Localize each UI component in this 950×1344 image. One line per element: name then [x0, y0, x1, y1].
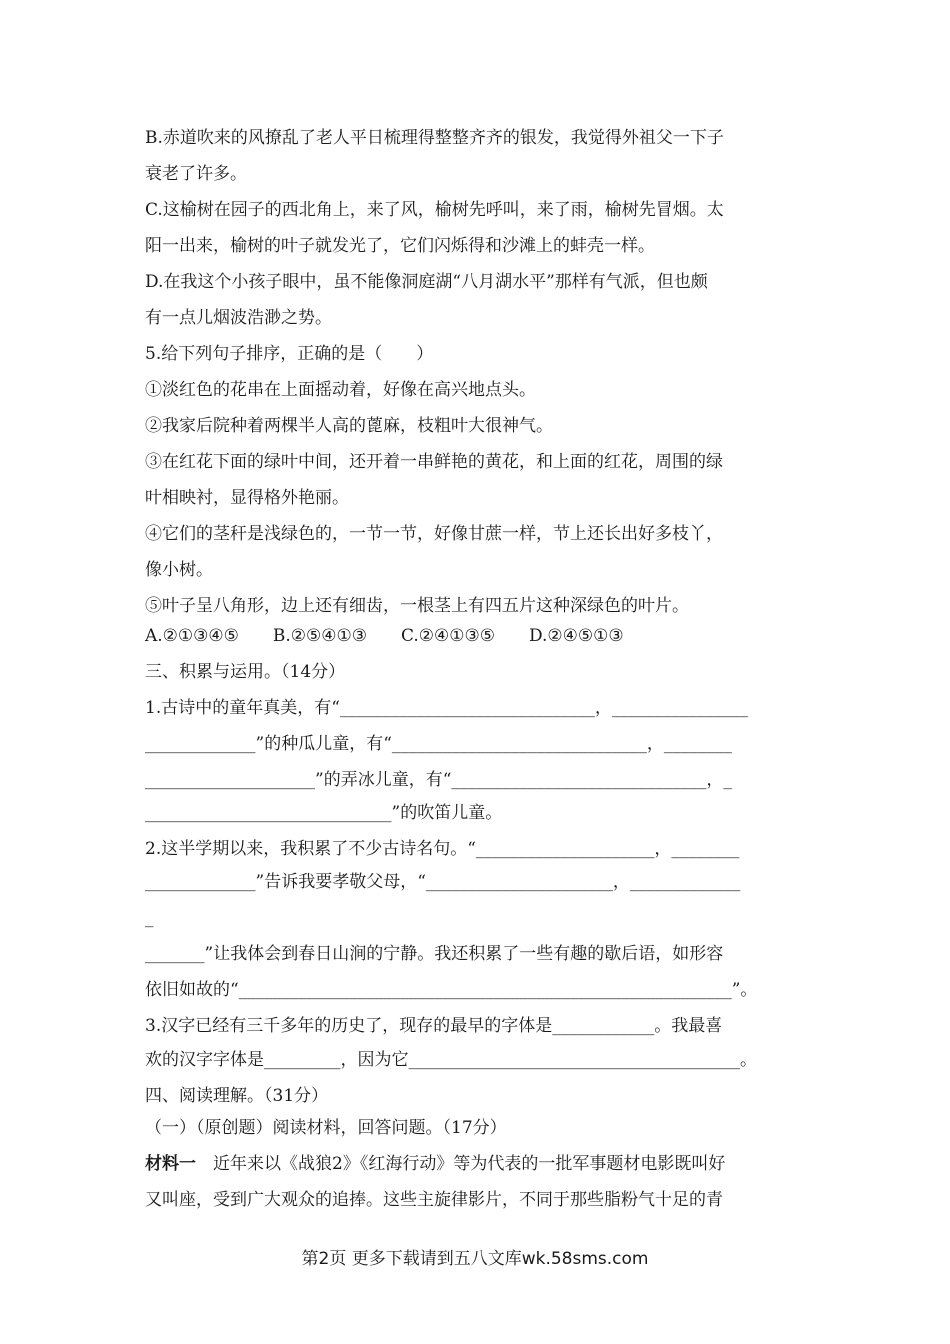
- s3-q3-line1: 3.汉字已经有三千多年的历史了，现存的最早的字体是____________。我最喜: [145, 1016, 723, 1036]
- s3-q1-line4: _____________________________”的吹笛儿童。: [145, 803, 503, 823]
- section-4-title: 四、阅读理解。（31分）: [145, 1086, 329, 1106]
- s3-q2-line2: _____________”告诉我要孝敬父母，“______________________，_____________: [145, 872, 741, 892]
- s4-material-line1: [145, 1152, 725, 1176]
- s3-q1-line2: _____________”的种瓜儿童，有“______________________________，________: [145, 734, 732, 754]
- q5-sentence-4-line2: 像小树。: [145, 560, 213, 580]
- q5-stem: 5.给下列句子排序，正确的是（ ）: [145, 344, 434, 364]
- page-footer: 第2页 更多下载请到五八文库wk.58sms.com: [301, 1249, 649, 1269]
- s3-q2-line5: 依旧如故的“__________________________________________________________”。: [145, 980, 758, 1000]
- s3-q3-line2: 欢的汉字字体是_________，因为它_______________________________________。: [145, 1050, 757, 1070]
- s3-q2-line1: 2.这半学期以来，我积累了不少古诗名句。“_____________________，________: [145, 839, 740, 859]
- s3-q2-line3: _: [145, 908, 154, 928]
- q5-options: A.②①③④⑤ B.②⑤④①③ C.②④①③⑤ D.②④⑤①③: [145, 626, 624, 646]
- q4-option-c-line2: 阳一出来，榆树的叶子就发光了，它们闪烁得和沙滩上的蚌壳一样。: [145, 236, 655, 256]
- material-label: 材料一: [145, 1154, 196, 1174]
- q4-option-b-line1: B.赤道吹来的风撩乱了老人平日梳理得整整齐齐的银发，我觉得外祖父一下子: [145, 128, 724, 148]
- s3-q1-line1: 1.古诗中的童年真美，有“______________________________，________________: [145, 698, 748, 718]
- q4-option-b-line2: 衰老了许多。: [145, 164, 247, 184]
- section-3-title: 三、积累与运用。（14分）: [145, 662, 346, 682]
- s4-part1-title: （一）（原创题）阅读材料，回答问题。（17分）: [145, 1118, 507, 1138]
- q5-sentence-3-line2: 叶相映衬，显得格外艳丽。: [145, 488, 349, 508]
- q5-sentence-5: ⑤叶子呈八角形，边上还有细齿，一根茎上有四五片这种深绿色的叶片。: [145, 596, 689, 616]
- s4-material-line2: 又叫座，受到广大观众的追捧。这些主旋律影片，不同于那些脂粉气十足的青: [145, 1190, 723, 1210]
- q5-sentence-3-line1: ③在红花下面的绿叶中间，还开着一串鲜艳的黄花，和上面的红花，周围的绿: [145, 452, 723, 472]
- q4-option-d-line2: 有一点儿烟波浩渺之势。: [145, 308, 332, 328]
- q5-sentence-1: ①淡红色的花串在上面摇动着，好像在高兴地点头。: [145, 380, 536, 400]
- q5-sentence-4-line1: ④它们的茎秆是浅绿色的，一节一节，好像甘蔗一样，节上还长出好多枝丫，: [145, 524, 723, 544]
- q5-sentence-2: ②我家后院种着两棵半人高的蓖麻，枝粗叶大很神气。: [145, 416, 553, 436]
- q4-option-c-line1: C.这榆树在园子的西北角上，来了风，榆树先呼叫，来了雨，榆树先冒烟。太: [145, 200, 724, 220]
- s3-q2-line4: _______”让我体会到春日山涧的宁静。我还积累了一些有趣的歇后语，如形容: [145, 944, 724, 964]
- q4-option-d-line1: D.在我这个小孩子眼中，虽不能像洞庭湖“八月湖水平”那样有气派，但也颇: [145, 272, 708, 292]
- s3-q1-line3: ____________________”的弄冰儿童，有“______________________________，_: [145, 770, 732, 790]
- material-text: 近年来以《战狼2》《红海行动》等为代表的一批军事题材电影既叫好: [196, 1154, 726, 1174]
